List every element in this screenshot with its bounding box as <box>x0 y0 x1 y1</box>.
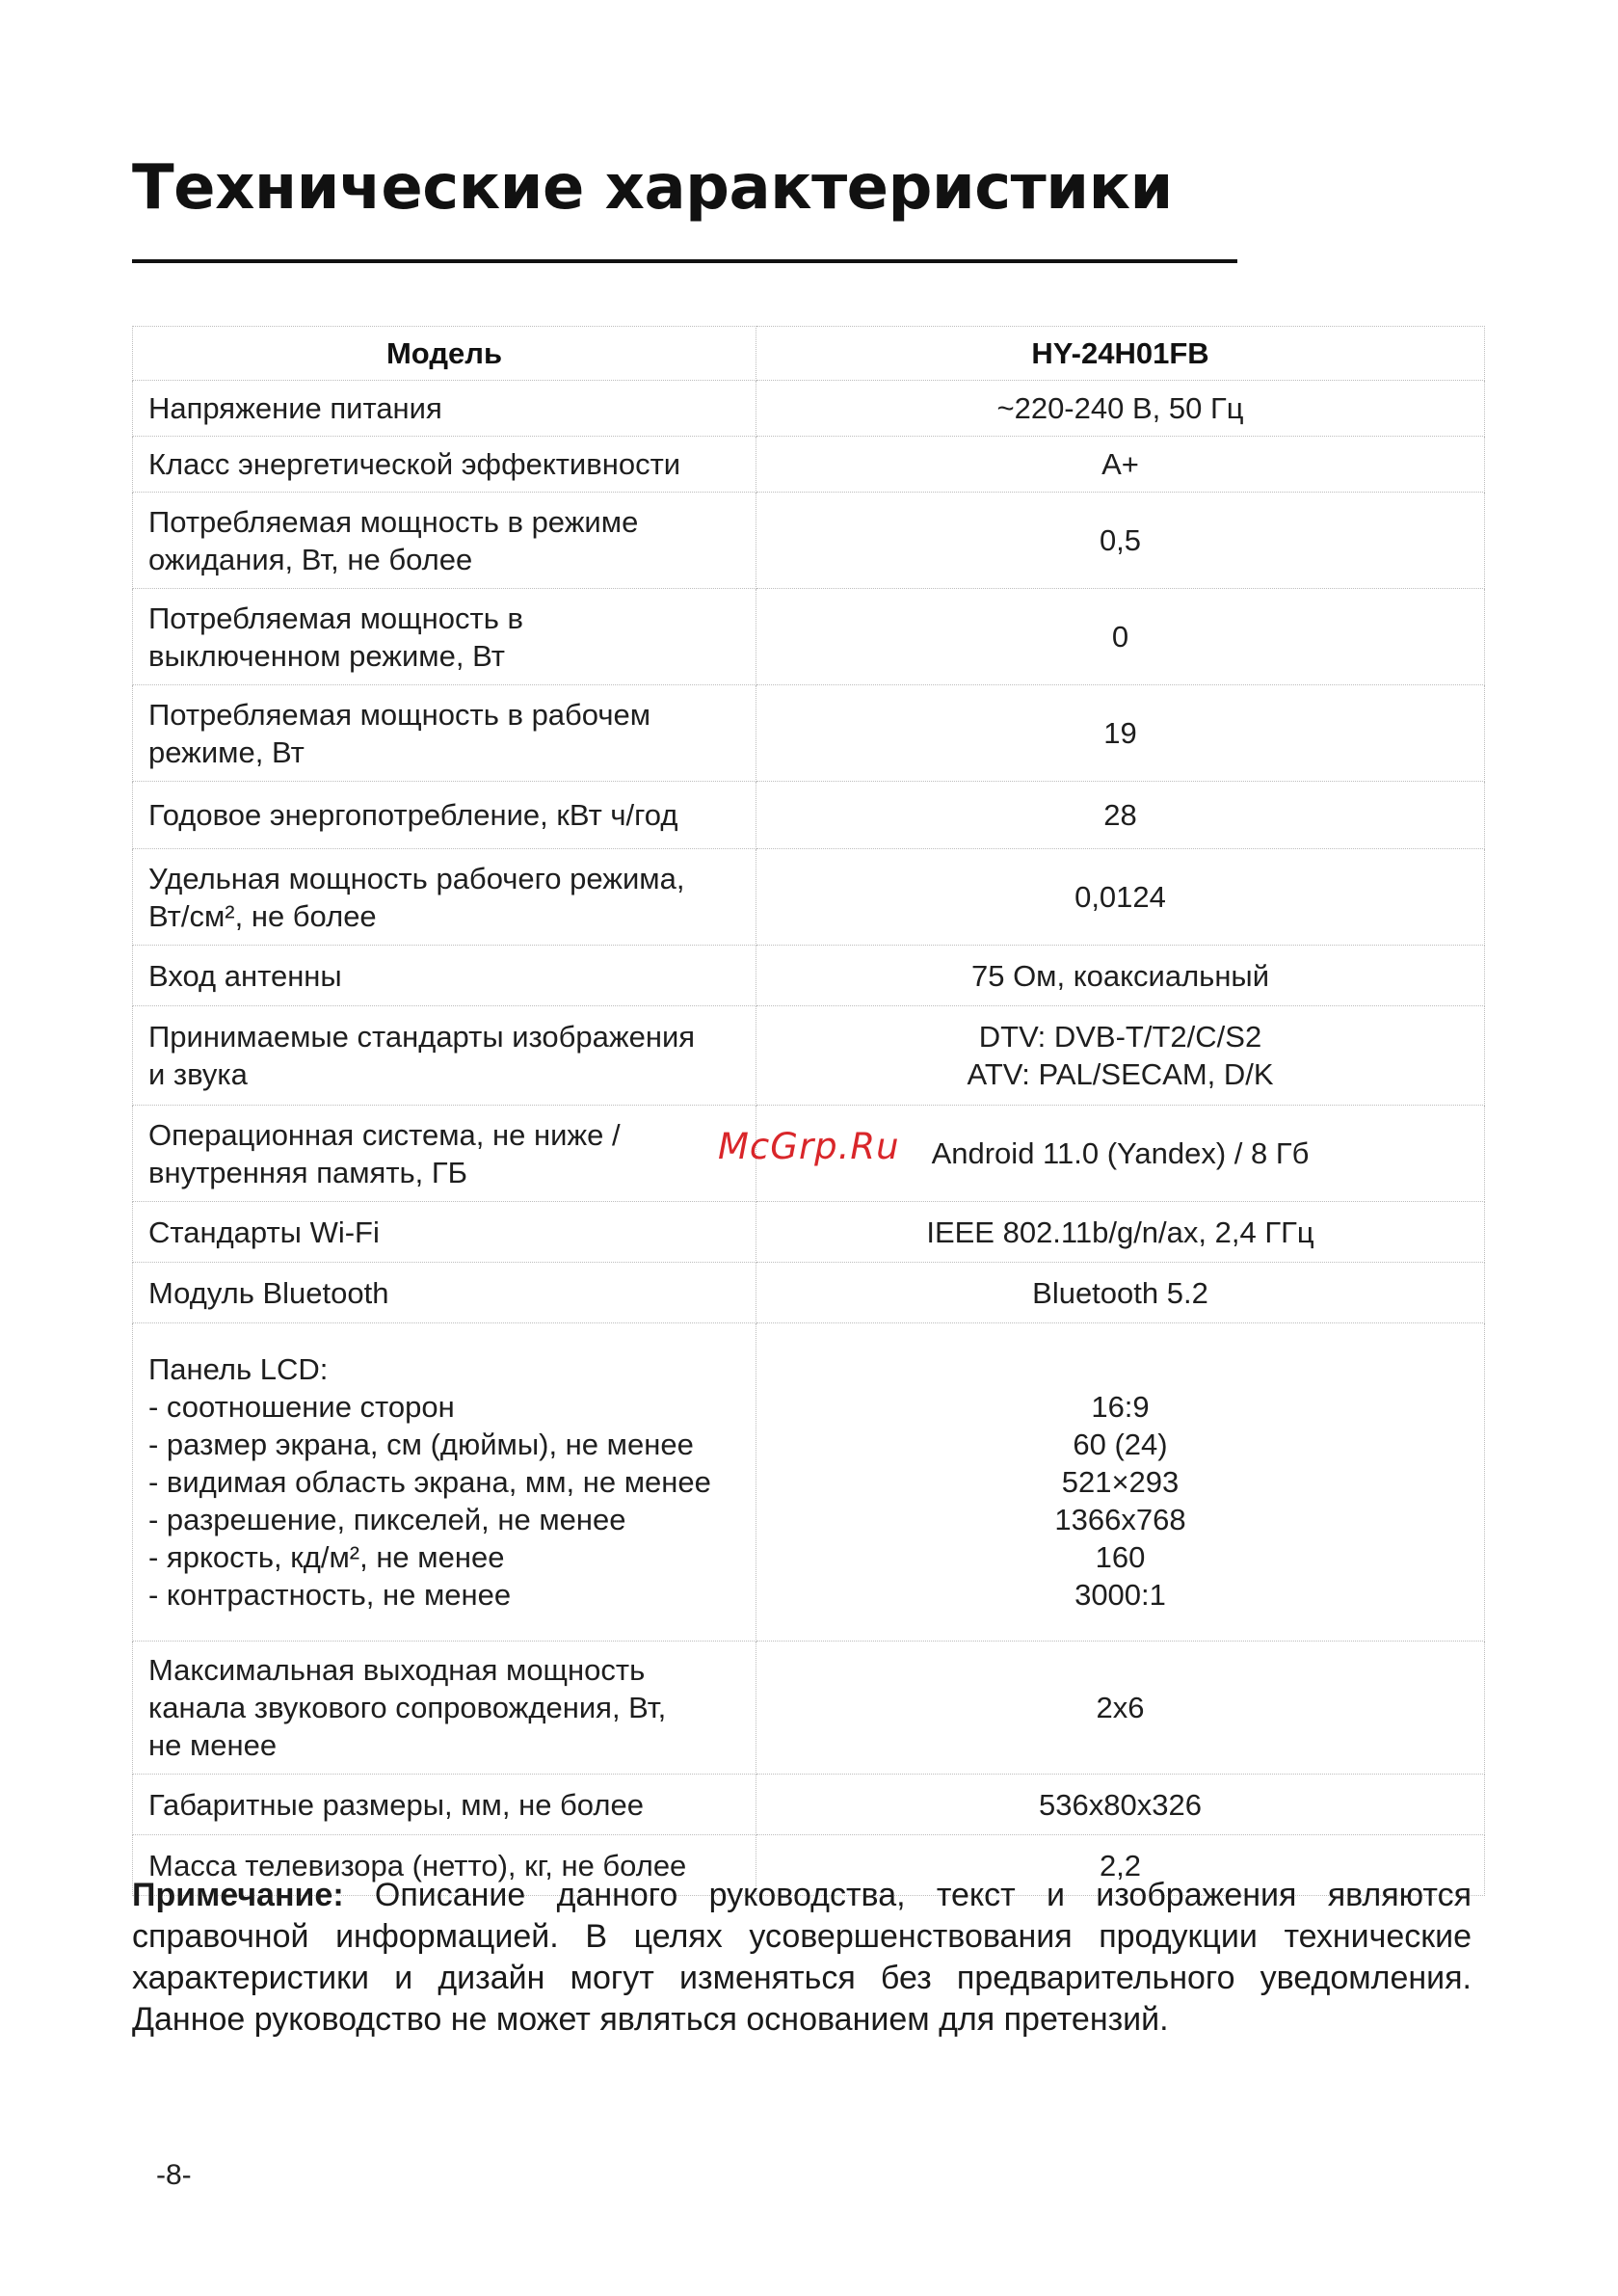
value-line: 1366x768 <box>1054 1503 1186 1536</box>
param-cell <box>133 589 756 685</box>
value-cell <box>756 437 1485 493</box>
table-row <box>133 685 1485 782</box>
param-line: канала звукового сопровождения, Вт, <box>148 1691 667 1724</box>
value-cell <box>756 1263 1485 1323</box>
param-line: Класс энергетической эффективности <box>148 447 681 481</box>
param-cell <box>133 849 756 946</box>
param-cell <box>133 1323 756 1642</box>
param-line: Операционная система, не ниже / <box>148 1117 621 1152</box>
param-line: режиме, Вт <box>148 734 305 769</box>
table-header-row <box>133 327 1485 381</box>
param-line: - разрешение, пикселей, не менее <box>148 1503 626 1536</box>
param-line: Потребляемая мощность в режиме <box>148 504 639 539</box>
param-cell <box>133 437 756 493</box>
param-line: Потребляемая мощность в <box>148 601 523 635</box>
value-line: 536x80x326 <box>1039 1787 1202 1822</box>
header-model-cell: HY-24H01FB <box>756 327 1485 381</box>
value-cell <box>756 493 1485 589</box>
note-label: Примечание: <box>132 1877 344 1913</box>
param-line: ожидания, Вт, не более <box>148 542 473 576</box>
header-param-cell: Модель <box>133 327 756 381</box>
value-cell <box>756 1642 1485 1775</box>
param-line: выключенном режиме, Вт <box>148 638 505 673</box>
value-cell <box>756 1006 1485 1106</box>
note-paragraph <box>132 1875 1472 2041</box>
param-line: - видимая область экрана, мм, не менее <box>148 1465 711 1499</box>
page-title: Технические характеристики <box>132 152 1173 224</box>
param-line: Вход антенны <box>148 958 342 993</box>
param-line: Удельная мощность рабочего режима, <box>148 861 685 895</box>
value-line: 75 Ом, коаксиальный <box>970 958 1270 993</box>
value-cell <box>756 1202 1485 1263</box>
param-line: внутренняя память, ГБ <box>148 1155 468 1189</box>
param-cell <box>133 1263 756 1323</box>
value-line: 16:9 <box>1091 1390 1150 1424</box>
value-line: 60 (24) <box>1073 1428 1168 1461</box>
param-line: Потребляемая мощность в рабочем <box>148 697 651 732</box>
param-line: - размер экрана, см (дюймы), не менее <box>148 1428 694 1461</box>
table-row <box>133 782 1485 849</box>
param-cell <box>133 685 756 782</box>
value-line: IEEE 802.11b/g/n/ax, 2,4 ГГц <box>926 1215 1314 1249</box>
param-line: - контрастность, не менее <box>148 1578 512 1612</box>
param-cell <box>133 381 756 437</box>
value-cell <box>756 849 1485 946</box>
value-line: 2x6 <box>1096 1691 1145 1724</box>
value-cell <box>756 1323 1485 1642</box>
param-cell <box>133 782 756 849</box>
value-cell <box>756 1775 1485 1835</box>
param-cell <box>133 1775 756 1835</box>
param-line: Стандарты Wi-Fi <box>148 1215 380 1249</box>
value-cell <box>756 782 1485 849</box>
value-line: 521×293 <box>1061 1465 1180 1499</box>
param-cell <box>133 493 756 589</box>
value-line: 2,2 <box>1099 1848 1142 1882</box>
value-line: 0,0124 <box>1074 880 1166 914</box>
param-line: Габаритные размеры, мм, не более <box>148 1787 644 1822</box>
specifications-table <box>132 326 1485 1896</box>
param-cell <box>133 946 756 1006</box>
value-line: ~220-240 В, 50 Гц <box>996 391 1244 425</box>
value-cell <box>756 946 1485 1006</box>
param-cell <box>133 1106 756 1202</box>
param-cell <box>133 1006 756 1106</box>
value-line: Bluetooth 5.2 <box>1032 1275 1208 1310</box>
param-line: и звука <box>148 1057 248 1091</box>
param-line: Панель LCD: <box>148 1352 329 1386</box>
value-line: 28 <box>1103 798 1137 832</box>
table-row <box>133 1263 1485 1323</box>
value-line: 160 <box>1095 1540 1146 1574</box>
value-line: 19 <box>1103 716 1137 750</box>
value-line: 3000:1 <box>1074 1578 1166 1612</box>
table-row <box>133 1642 1485 1775</box>
title-divider <box>132 259 1237 263</box>
param-line: Напряжение питания <box>148 391 442 425</box>
value-line: DTV: DVB-T/T2/C/S2 <box>978 1020 1262 1054</box>
value-line: ATV: PAL/SECAM, D/K <box>967 1057 1274 1091</box>
param-line: Максимальная выходная мощность <box>148 1653 646 1687</box>
table-row <box>133 589 1485 685</box>
value-cell <box>756 589 1485 685</box>
table-row <box>133 1202 1485 1263</box>
watermark-text: McGrp.Ru <box>718 1126 900 1167</box>
param-line: Годовое энергопотребление, кВт ч/год <box>148 798 678 832</box>
param-line: - яркость, кд/м², не менее <box>148 1540 505 1574</box>
value-line: A+ <box>1101 447 1139 481</box>
table-row <box>133 1006 1485 1106</box>
param-cell <box>133 1202 756 1263</box>
table-row <box>133 437 1485 493</box>
value-cell <box>756 685 1485 782</box>
page-number: -8- <box>156 2159 192 2191</box>
table-row <box>133 381 1485 437</box>
table-row <box>133 849 1485 946</box>
param-line: - соотношение сторон <box>148 1390 455 1424</box>
table-row <box>133 493 1485 589</box>
note-text: Описание данного руководства, текст и изображения являются справочной информацией. В целях усовершенствования продукции технические характеристики и дизайн могут изменяться без предварительного уведомления. Данное руководство не может являться основанием для претензий. <box>132 1877 1472 2038</box>
param-line: Вт/см², не более <box>148 898 377 933</box>
value-line: 0,5 <box>1099 523 1142 557</box>
value-line: Android 11.0 (Yandex) / 8 Гб <box>931 1136 1310 1170</box>
param-line: не менее <box>148 1728 278 1762</box>
table-row <box>133 1775 1485 1835</box>
param-line: Принимаемые стандарты изображения <box>148 1020 696 1054</box>
param-line: Модуль Bluetooth <box>148 1275 389 1310</box>
table-row <box>133 1323 1485 1642</box>
value-cell <box>756 381 1485 437</box>
table-row <box>133 946 1485 1006</box>
param-line: Масса телевизора (нетто), кг, не более <box>148 1848 687 1882</box>
param-cell <box>133 1642 756 1775</box>
value-line: 0 <box>1111 620 1129 654</box>
